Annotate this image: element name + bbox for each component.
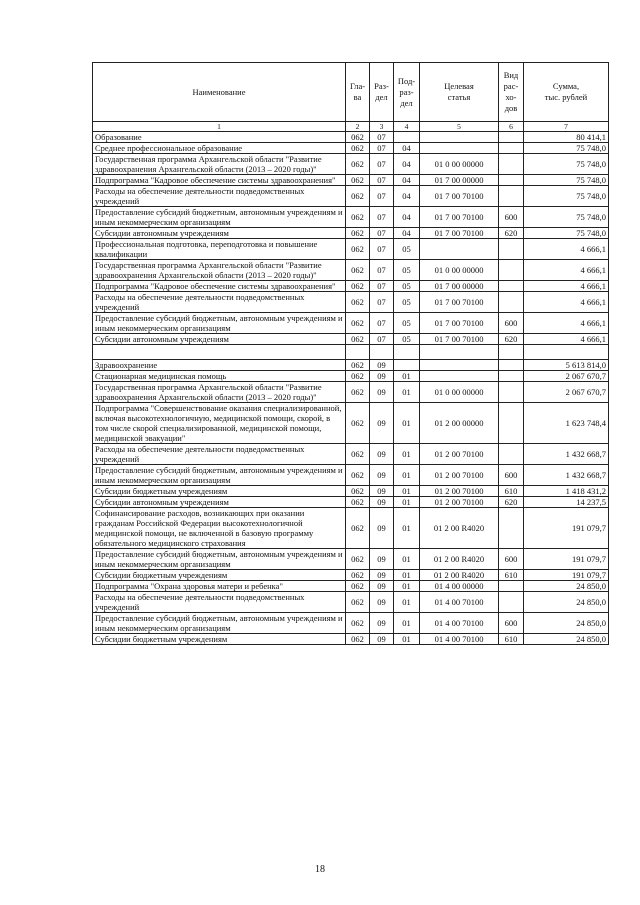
cell-razdel: 09 xyxy=(370,581,394,592)
table-body xyxy=(93,132,609,645)
cell-podrazdel: 05 xyxy=(394,239,420,260)
cell-glava: 062 xyxy=(346,371,370,382)
cell-razdel: 07 xyxy=(370,186,394,207)
cell-expense-type: 600 xyxy=(499,613,524,634)
cell-razdel: 07 xyxy=(370,260,394,281)
cell-sum: 2 067 670,7 xyxy=(524,382,609,403)
cell-target-article xyxy=(420,371,499,382)
cell-podrazdel: 01 xyxy=(394,581,420,592)
cell-expense-type xyxy=(499,260,524,281)
cell-target-article: 01 2 00 R4020 xyxy=(420,549,499,570)
cell-name: Субсидии бюджетным учреждениям xyxy=(93,634,346,645)
cell-name: Государственная программа Архангельской области "Развитие здравоохранения Архангельской области (2013 – 2020 годы)" xyxy=(93,154,346,175)
cell-sum: 4 666,1 xyxy=(524,334,609,345)
col-number: 4 xyxy=(394,122,420,132)
cell-podrazdel: 04 xyxy=(394,186,420,207)
cell-expense-type xyxy=(499,360,524,371)
col-number: 5 xyxy=(420,122,499,132)
table-row xyxy=(93,260,609,281)
cell-expense-type xyxy=(499,143,524,154)
cell-expense-type: 600 xyxy=(499,207,524,228)
cell-expense-type xyxy=(499,508,524,549)
cell-razdel: 07 xyxy=(370,281,394,292)
cell-expense-type xyxy=(499,292,524,313)
cell-sum: 75 748,0 xyxy=(524,228,609,239)
cell-name: Расходы на обеспечение деятельности подведомственных учреждений xyxy=(93,186,346,207)
cell-razdel: 09 xyxy=(370,371,394,382)
table-row xyxy=(93,444,609,465)
table-row xyxy=(93,292,609,313)
cell-target-article: 01 4 00 70100 xyxy=(420,592,499,613)
cell-razdel: 07 xyxy=(370,334,394,345)
cell-sum: 4 666,1 xyxy=(524,313,609,334)
cell-glava: 062 xyxy=(346,154,370,175)
cell-target-article xyxy=(420,360,499,371)
cell-name: Предоставление субсидий бюджетным, автономным учреждениям и иным некоммерческим организациям xyxy=(93,313,346,334)
cell-sum: 75 748,0 xyxy=(524,143,609,154)
table-row xyxy=(93,345,609,360)
cell-podrazdel: 04 xyxy=(394,228,420,239)
cell-podrazdel: 01 xyxy=(394,403,420,444)
cell-podrazdel: 01 xyxy=(394,382,420,403)
table-row xyxy=(93,497,609,508)
cell-podrazdel: 01 xyxy=(394,549,420,570)
table-row xyxy=(93,613,609,634)
cell-target-article: 01 7 00 70100 xyxy=(420,334,499,345)
cell-name: Предоставление субсидий бюджетным, автономным учреждениям и иным некоммерческим организациям xyxy=(93,549,346,570)
cell-expense-type: 600 xyxy=(499,313,524,334)
cell-sum: 191 079,7 xyxy=(524,570,609,581)
cell-name: Подпрограмма "Кадровое обеспечение системы здравоохранения" xyxy=(93,175,346,186)
cell-glava: 062 xyxy=(346,132,370,143)
cell-expense-type xyxy=(499,403,524,444)
cell-target-article: 01 2 00 70100 xyxy=(420,497,499,508)
cell-glava: 062 xyxy=(346,313,370,334)
cell-expense-type: 620 xyxy=(499,228,524,239)
cell-expense-type xyxy=(499,382,524,403)
cell-sum: 24 850,0 xyxy=(524,634,609,645)
cell-expense-type xyxy=(499,132,524,143)
cell-target-article: 01 2 00 70100 xyxy=(420,465,499,486)
cell-razdel: 09 xyxy=(370,360,394,371)
cell-razdel: 07 xyxy=(370,143,394,154)
cell-target-article: 01 0 00 00000 xyxy=(420,260,499,281)
cell-target-article xyxy=(420,132,499,143)
cell-sum: 4 666,1 xyxy=(524,260,609,281)
cell-sum: 5 613 814,0 xyxy=(524,360,609,371)
header-expense-type: Вид рас- хо- дов xyxy=(499,63,524,122)
cell-glava: 062 xyxy=(346,508,370,549)
cell-podrazdel: 04 xyxy=(394,154,420,175)
cell-name: Стационарная медицинская помощь xyxy=(93,371,346,382)
cell-razdel: 07 xyxy=(370,313,394,334)
cell-podrazdel: 01 xyxy=(394,508,420,549)
cell-razdel: 07 xyxy=(370,239,394,260)
cell-razdel: 09 xyxy=(370,592,394,613)
cell-razdel: 09 xyxy=(370,549,394,570)
cell-podrazdel: 01 xyxy=(394,613,420,634)
cell-target-article: 01 7 00 00000 xyxy=(420,175,499,186)
cell-podrazdel xyxy=(394,132,420,143)
cell-glava: 062 xyxy=(346,613,370,634)
cell-name: Предоставление субсидий бюджетным, автономным учреждениям и иным некоммерческим организациям xyxy=(93,613,346,634)
cell-podrazdel: 01 xyxy=(394,371,420,382)
table-row xyxy=(93,581,609,592)
cell-name: Подпрограмма "Кадровое обеспечение системы здравоохранения" xyxy=(93,281,346,292)
cell-sum: 80 414,1 xyxy=(524,132,609,143)
col-number: 2 xyxy=(346,122,370,132)
cell-glava: 062 xyxy=(346,497,370,508)
cell-glava: 062 xyxy=(346,239,370,260)
table-row xyxy=(93,228,609,239)
cell-name: Государственная программа Архангельской области "Развитие здравоохранения Архангельской области (2013 – 2020 годы)" xyxy=(93,382,346,403)
cell-sum: 4 666,1 xyxy=(524,292,609,313)
cell-podrazdel xyxy=(394,345,420,360)
header-razdel: Раз- дел xyxy=(370,63,394,122)
cell-razdel xyxy=(370,345,394,360)
cell-target-article: 01 2 00 00000 xyxy=(420,403,499,444)
cell-razdel: 07 xyxy=(370,132,394,143)
cell-sum: 75 748,0 xyxy=(524,175,609,186)
table-row xyxy=(93,186,609,207)
cell-name: Софинансирование расходов, возникающих при оказании гражданам Российской Федерации высокотехнологичной медицинской помощи, не включенной в базовую программу обязательного медицинского страхования xyxy=(93,508,346,549)
cell-sum xyxy=(524,345,609,360)
cell-expense-type xyxy=(499,154,524,175)
cell-expense-type: 620 xyxy=(499,497,524,508)
cell-podrazdel: 01 xyxy=(394,444,420,465)
cell-sum: 75 748,0 xyxy=(524,207,609,228)
cell-razdel: 07 xyxy=(370,207,394,228)
cell-razdel: 09 xyxy=(370,570,394,581)
budget-table xyxy=(92,62,609,645)
table-row xyxy=(93,403,609,444)
cell-razdel: 07 xyxy=(370,292,394,313)
col-number: 7 xyxy=(524,122,609,132)
cell-podrazdel xyxy=(394,360,420,371)
cell-sum: 24 850,0 xyxy=(524,592,609,613)
table-row xyxy=(93,132,609,143)
cell-expense-type xyxy=(499,175,524,186)
cell-razdel: 09 xyxy=(370,382,394,403)
cell-name: Расходы на обеспечение деятельности подведомственных учреждений xyxy=(93,292,346,313)
cell-target-article: 01 2 00 R4020 xyxy=(420,508,499,549)
cell-razdel: 09 xyxy=(370,465,394,486)
cell-target-article: 01 7 00 70100 xyxy=(420,228,499,239)
cell-target-article: 01 4 00 70100 xyxy=(420,613,499,634)
cell-podrazdel: 01 xyxy=(394,634,420,645)
table-row xyxy=(93,239,609,260)
cell-glava: 062 xyxy=(346,260,370,281)
col-number: 1 xyxy=(93,122,346,132)
cell-sum: 1 432 668,7 xyxy=(524,465,609,486)
cell-expense-type: 620 xyxy=(499,334,524,345)
cell-razdel: 09 xyxy=(370,486,394,497)
cell-expense-type: 610 xyxy=(499,486,524,497)
cell-name: Предоставление субсидий бюджетным, автономным учреждениям и иным некоммерческим организациям xyxy=(93,207,346,228)
cell-razdel: 07 xyxy=(370,228,394,239)
table-row xyxy=(93,207,609,228)
cell-sum: 4 666,1 xyxy=(524,281,609,292)
column-number-row xyxy=(93,122,609,132)
cell-expense-type xyxy=(499,345,524,360)
cell-name: Профессиональная подготовка, переподготовка и повышение квалификации xyxy=(93,239,346,260)
table-row xyxy=(93,486,609,497)
cell-name: Субсидии автономным учреждениям xyxy=(93,334,346,345)
cell-glava: 062 xyxy=(346,403,370,444)
table-row xyxy=(93,334,609,345)
cell-glava: 062 xyxy=(346,292,370,313)
table-row xyxy=(93,634,609,645)
cell-target-article: 01 7 00 70100 xyxy=(420,292,499,313)
header-glava: Гла- ва xyxy=(346,63,370,122)
cell-sum: 1 623 748,4 xyxy=(524,403,609,444)
cell-expense-type xyxy=(499,581,524,592)
col-number: 3 xyxy=(370,122,394,132)
table-row xyxy=(93,360,609,371)
cell-name: Подпрограмма "Совершенствование оказания специализированной, включая высокотехнологичную, медицинской помощи, скорой, в том числе скорой специализированной, медицинской помощи, медицинской эвакуации" xyxy=(93,403,346,444)
cell-target-article: 01 7 00 70100 xyxy=(420,186,499,207)
budget-table-sheet xyxy=(92,62,608,645)
cell-razdel: 09 xyxy=(370,634,394,645)
cell-razdel: 09 xyxy=(370,497,394,508)
cell-target-article xyxy=(420,239,499,260)
cell-name: Субсидии автономным учреждениям xyxy=(93,228,346,239)
cell-glava: 062 xyxy=(346,570,370,581)
cell-target-article: 01 2 00 R4020 xyxy=(420,570,499,581)
cell-podrazdel: 01 xyxy=(394,592,420,613)
table-row xyxy=(93,549,609,570)
cell-glava xyxy=(346,345,370,360)
cell-name: Субсидии автономным учреждениям xyxy=(93,497,346,508)
cell-name: Расходы на обеспечение деятельности подведомственных учреждений xyxy=(93,592,346,613)
header-target-article: Целевая статья xyxy=(420,63,499,122)
table-row xyxy=(93,154,609,175)
cell-razdel: 07 xyxy=(370,175,394,186)
cell-target-article: 01 2 00 70100 xyxy=(420,486,499,497)
cell-glava: 062 xyxy=(346,175,370,186)
cell-sum: 191 079,7 xyxy=(524,549,609,570)
cell-podrazdel: 01 xyxy=(394,570,420,581)
cell-podrazdel: 05 xyxy=(394,281,420,292)
cell-target-article: 01 2 00 70100 xyxy=(420,444,499,465)
cell-razdel: 07 xyxy=(370,154,394,175)
cell-glava: 062 xyxy=(346,549,370,570)
cell-glava: 062 xyxy=(346,581,370,592)
cell-glava: 062 xyxy=(346,228,370,239)
cell-expense-type xyxy=(499,186,524,207)
table-row xyxy=(93,281,609,292)
cell-expense-type: 600 xyxy=(499,549,524,570)
cell-podrazdel: 05 xyxy=(394,313,420,334)
cell-name: Расходы на обеспечение деятельности подведомственных учреждений xyxy=(93,444,346,465)
cell-target-article: 01 7 00 70100 xyxy=(420,313,499,334)
cell-target-article: 01 4 00 00000 xyxy=(420,581,499,592)
cell-glava: 062 xyxy=(346,334,370,345)
cell-podrazdel: 05 xyxy=(394,292,420,313)
page-number: 18 xyxy=(315,864,325,875)
cell-glava: 062 xyxy=(346,634,370,645)
cell-expense-type xyxy=(499,592,524,613)
cell-sum: 191 079,7 xyxy=(524,508,609,549)
cell-glava: 062 xyxy=(346,281,370,292)
cell-target-article: 01 7 00 00000 xyxy=(420,281,499,292)
cell-glava: 062 xyxy=(346,592,370,613)
cell-sum: 1 418 431,2 xyxy=(524,486,609,497)
table-row xyxy=(93,175,609,186)
cell-glava: 062 xyxy=(346,143,370,154)
cell-sum: 2 067 670,7 xyxy=(524,371,609,382)
cell-glava: 062 xyxy=(346,360,370,371)
cell-razdel: 09 xyxy=(370,444,394,465)
cell-glava: 062 xyxy=(346,382,370,403)
cell-target-article xyxy=(420,143,499,154)
cell-podrazdel: 04 xyxy=(394,143,420,154)
cell-glava: 062 xyxy=(346,486,370,497)
cell-expense-type xyxy=(499,281,524,292)
cell-name: Здравоохранение xyxy=(93,360,346,371)
cell-podrazdel: 05 xyxy=(394,334,420,345)
cell-sum: 1 432 668,7 xyxy=(524,444,609,465)
cell-sum: 24 850,0 xyxy=(524,613,609,634)
cell-sum: 14 237,5 xyxy=(524,497,609,508)
table-row xyxy=(93,570,609,581)
cell-podrazdel: 01 xyxy=(394,465,420,486)
cell-razdel: 09 xyxy=(370,613,394,634)
table-row xyxy=(93,313,609,334)
cell-name xyxy=(93,345,346,360)
cell-sum: 24 850,0 xyxy=(524,581,609,592)
table-row xyxy=(93,465,609,486)
cell-podrazdel: 01 xyxy=(394,486,420,497)
cell-name: Предоставление субсидий бюджетным, автономным учреждениям и иным некоммерческим организациям xyxy=(93,465,346,486)
cell-expense-type: 610 xyxy=(499,570,524,581)
header-podrazdel: Под- раз- дел xyxy=(394,63,420,122)
cell-expense-type xyxy=(499,239,524,260)
table-row xyxy=(93,592,609,613)
cell-glava: 062 xyxy=(346,207,370,228)
cell-expense-type: 600 xyxy=(499,465,524,486)
table-row xyxy=(93,382,609,403)
cell-glava: 062 xyxy=(346,444,370,465)
cell-expense-type xyxy=(499,444,524,465)
cell-name: Подпрограмма "Охрана здоровья матери и ребенка" xyxy=(93,581,346,592)
cell-sum: 75 748,0 xyxy=(524,154,609,175)
cell-razdel: 09 xyxy=(370,403,394,444)
cell-target-article: 01 0 00 00000 xyxy=(420,382,499,403)
header-sum: Сумма, тыс. рублей xyxy=(524,63,609,122)
cell-razdel: 09 xyxy=(370,508,394,549)
header-row xyxy=(93,63,609,122)
cell-sum: 75 748,0 xyxy=(524,186,609,207)
cell-target-article xyxy=(420,345,499,360)
cell-name: Субсидии бюджетным учреждениям xyxy=(93,486,346,497)
cell-podrazdel: 01 xyxy=(394,497,420,508)
cell-glava: 062 xyxy=(346,465,370,486)
cell-name: Образование xyxy=(93,132,346,143)
cell-expense-type xyxy=(499,371,524,382)
cell-target-article: 01 7 00 70100 xyxy=(420,207,499,228)
table-row xyxy=(93,143,609,154)
cell-podrazdel: 04 xyxy=(394,207,420,228)
cell-target-article: 01 4 00 70100 xyxy=(420,634,499,645)
cell-podrazdel: 05 xyxy=(394,260,420,281)
cell-name: Субсидии бюджетным учреждениям xyxy=(93,570,346,581)
table-row xyxy=(93,508,609,549)
table-row xyxy=(93,371,609,382)
cell-glava: 062 xyxy=(346,186,370,207)
cell-name: Государственная программа Архангельской области "Развитие здравоохранения Архангельской области (2013 – 2020 годы)" xyxy=(93,260,346,281)
col-number: 6 xyxy=(499,122,524,132)
cell-expense-type: 610 xyxy=(499,634,524,645)
cell-name: Среднее профессиональное образование xyxy=(93,143,346,154)
header-name: Наименование xyxy=(93,63,346,122)
cell-podrazdel: 04 xyxy=(394,175,420,186)
cell-target-article: 01 0 00 00000 xyxy=(420,154,499,175)
cell-sum: 4 666,1 xyxy=(524,239,609,260)
